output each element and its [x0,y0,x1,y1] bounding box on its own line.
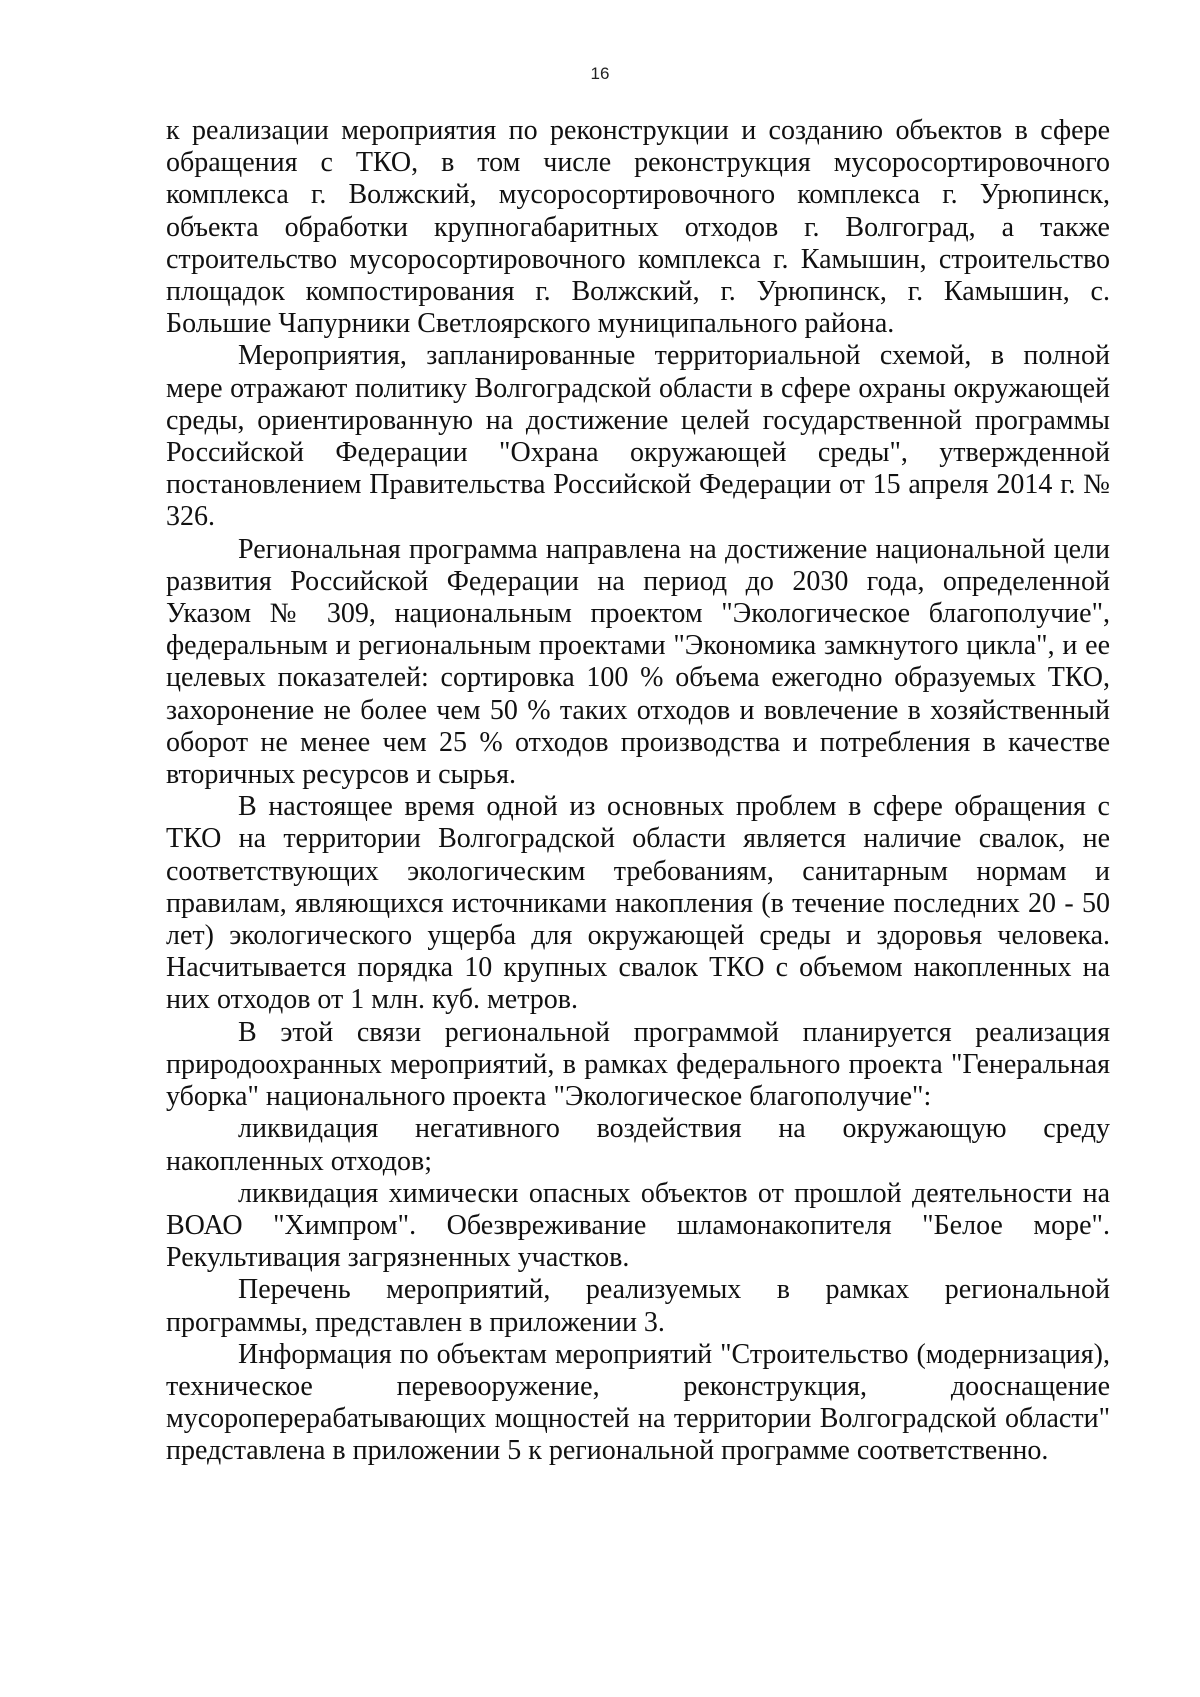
paragraph-measures-list: Перечень мероприятий, реализуемых в рамках региональной программы, представлен в приложении 3. [166,1274,1110,1338]
page-number: 16 [590,64,610,83]
paragraph-environmental-measures: В этой связи региональной программой планируется реализация природоохранных мероприятий, в рамках федерального проекта "Генеральная уборка" национального проекта "Экологическое благополучие": [166,1016,1110,1113]
paragraph-landfill-problem: В настоящее время одной из основных проблем в сфере обращения с ТКО на территории Волгоградской области является наличие свалок, не соответствующих экологическим требованиям, санитарным нормам и правилам, являющихся источниками накопления (в течение последних 20 - 50 лет) экологического ущерба для окружающей среды и здоровья человека. Насчитывается порядка 10 крупных свалок ТКО с объемом накопленных на них отходов от 1 млн. куб. метров. [166,791,1110,1016]
paragraph-regional-program-goals: Региональная программа направлена на достижение национальной цели развития Российской Федерации на период до 2030 года, определенной Указом № 309, национальным проектом "Экологическое благополучие", федеральным и региональным проектами "Экономика замкнутого цикла", и ее целевых показателей: сортировка 100 % объема ежегодно образуемых ТКО, захоронение не более чем 50 % таких отходов и вовлечение в хозяйственный оборот не менее чем 25 % отходов производства и потребления в качестве вторичных ресурсов и сырья. [166,533,1110,791]
paragraph-continuation: к реализации мероприятия по реконструкции и созданию объектов в сфере обращения с ТКО, в том числе реконструкция мусоросортировочного комплекса г. Волжский, мусоросортировочного комплекса г. Урюпинск, объекта обработки крупногабаритных отходов г. Волгоград, а также строительство мусоросортировочного комплекса г. Камышин, строительство площадок компостирования г. Волжский, г. Урюпинск, г. Камышин, с. Большие Чапурники Светлоярского муниципального района. [166,115,1110,340]
document-body [166,115,1110,1468]
paragraph-objects-information: Информация по объектам мероприятий "Строительство (модернизация), техническое перевооружение, реконструкция, дооснащение мусороперерабатывающих мощностей на территории Волгоградской области" представлена в приложении 5 к региональной программе соответственно. [166,1338,1110,1467]
paragraph-territorial-scheme: Мероприятия, запланированные территориальной схемой, в полной мере отражают политику Волгоградской области в сфере охраны окружающей среды, ориентированную на достижение целей государственной программы Российской Федерации "Охрана окружающей среды", утвержденной постановлением Правительства Российской Федерации от 15 апреля 2014 г. № 326. [166,340,1110,533]
paragraph-liquidation-chemical-objects: ликвидация химически опасных объектов от прошлой деятельности на ВОАО "Химпром". Обезвреживание шламонакопителя "Белое море". Рекультивация загрязненных участков. [166,1177,1110,1274]
paragraph-liquidation-negative-impact: ликвидация негативного воздействия на окружающую среду накопленных отходов; [166,1113,1110,1177]
